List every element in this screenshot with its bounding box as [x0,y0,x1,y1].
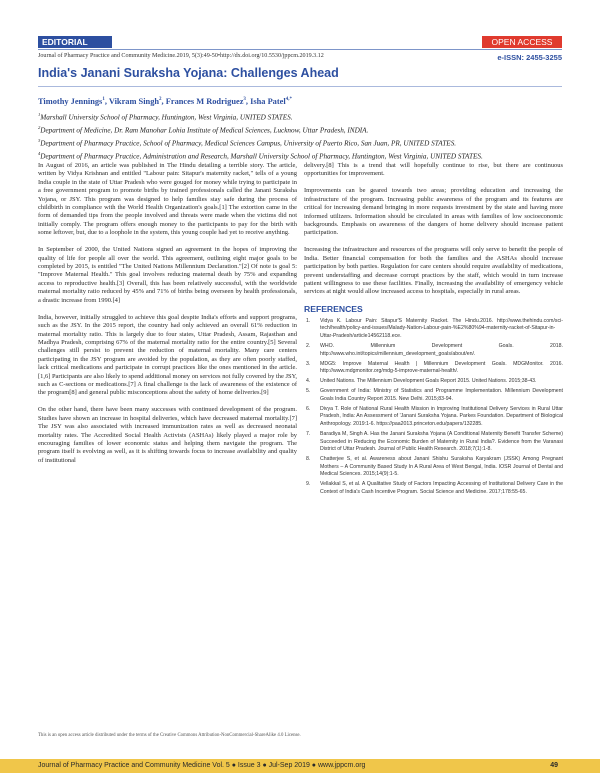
affiliation [38,110,562,123]
reference-item [304,388,563,403]
body-paragraph: In August of 2016, an article was published in The Hindu detailing a terrible story. The article, written by Vidya Krishnan and entitled "Labour pain: Sitapur's maternity racket," tells of a young India couple in the state of Uttar Pradesh who were gouged for money while trying to participate in a free government program to promote births by trained professionals called the Janani Suraksha Yojana, or JSY. This program was designed to help families stay safe during the process of childbirth in compliance with the World Health Organization's goals.[1] The extortion came in the form of demanded tips from the people involved and threats were made when the victims did not initially comply. The program offers enough money to the participants to pay for the birth with some leftover, but, due to a loophole in the system, this young couple had yet to receive anything. [38,162,297,237]
body-paragraph: On the other hand, there have been many successes with continued development of the program. Studies have shown an increase in hospital deliveries, which have decreased maternal mortality.[7] The JSY was also associated with increased immunization rates as well as decreased neonatal mortality rates. The Accredited Social Health Activists (ASHAs) likely played a major role by encouraging families of lower economic status and helping them navigate the program. The program itself is evolving as well, as it is shifting towards focus to increase availability and quality of institutional [38,406,297,464]
reference-text: Government of India: Ministry of Statistics and Programme Implementation. Millennium Development Goals India Country Report 2015. New Delhi. 2015;83-94. [320,388,563,402]
author-list: Timothy Jennings$^1$, Vikram Singh$^2$, Frances M Rodriguez$^3$, Isha Patel$^{4,*}$ [38,97,292,106]
affiliation-text: Department of Pharmacy Practice, Administration and Research, Marshall University School of Pharmacy, Huntington, West Virginia, UNITED STATES. [40,152,483,161]
body-paragraph: India, however, initially struggled to achieve this goal despite India's efforts and support programs, such as the JSY. In the 2015 report, the country had only achieved an overall 61% reduction in maternal mortality ratio. This is largely due to four states, Uttar Pradesh, Assam, Rajasthan and Madhya Pradesh, comprising 67% of the maternal mortality ratio for the entire country.[5] Several challenges still persist to prevent the reduction of maternal mortality. Many care centers participating in the JSY program are avoided by the population, as they are often poorly staffed, lack critical medications and participate in corrupt practices like the ones mentioned in the article.[1,6] Participants are also likely to spend additional money on services not fully covered by the JSY, such as C-sections or medications.[7] A final challenge is the lack of awareness of the existence of the program[8] and general public misconceptions about the safety of home deliveries.[9] [38,313,297,397]
affiliations [38,110,562,162]
right-column [304,162,563,499]
author-affil-marker: 4,* [285,97,292,103]
affiliation-number: 3 [38,138,41,144]
affiliation-number: 1 [38,112,41,117]
reference-item [304,343,563,358]
reference-item [304,481,563,496]
reference-number: 6. [306,405,311,412]
affiliation-text: Department of Pharmacy Practice, School of Pharmacy, Medical Sciences Campus, University of Puerto Rico, San Juan, PR, UNITED STATES. [40,139,457,148]
reference-number: 1. [306,317,311,324]
affiliation [38,136,562,149]
open-access-badge: OPEN ACCESS [482,36,562,48]
reference-item [304,406,563,429]
body-paragraph: Improvements can be geared towards two areas; providing education and increasing the infrastructure of the program. Increasing public awareness of the program and its features are critical for increasing demand bringing in more requests investment by the state and having more informed utilizers. Information should be circulated in areas with families of low socioeconomic backgrounds. Emphasis on awareness of the dangers of home delivery should increase patient participation. [304,187,563,237]
reference-item [304,378,563,386]
left-column [38,162,297,474]
author-name: Isha Patel [250,97,286,106]
author-affil-marker: 1 [102,97,105,103]
reference-list [304,318,563,497]
reference-text: Vidya K. Labour Pain: Sitapur'S Maternity Racket. The Hindu.2016. http://www.thehindu.com/sci-tech/health/policy-and-issues/Malady-Nation-Labour-pain-%E2%80%94-maternity-racket-of-Sitapur-in-Uttar-Pradesh/article14562118.ece. [320,317,563,340]
author-affil-marker: 2 [159,97,162,103]
reference-text: Vellakkal S, et al. A Qualitative Study of Factors Impacting Accessing of Institutional Delivery Care in the Context of India's Cash Incentive Program. Social Science and Medicine. 2017;178:55-65. [320,481,563,495]
editorial-tag: EDITORIAL [38,36,112,48]
reference-text: Divya T. Role of National Rural Health Mission in Improving Institutional Delivery Services in Rural Uttar Pradesh, India: An Assessment of 'Janani Suraksha Yojana. Parkes Foundation. Department of Biological Anthropology. 2019:1-6. https://paa2013.princeton.edu/papers/132285. [320,405,563,427]
reference-text: Chatterjee S, et al. Awareness about Janani Shishu Suraksha Karyakram (JSSK) Among Pregnant Mothers – A Community Based Study In A Rural Area of West Bengal, India. IOSR Journal of Dental and Medical Sciences. 2015;14(9):1-5. [320,456,563,478]
reference-text: MDG5: Improve Maternal Health | Millennium Development Goals. MDGMonitor. 2016. http://www.mdgmonitor.org/mdg-5-improve-maternal-health/. [320,360,563,375]
reference-item [304,318,563,341]
article-title: India's Janani Suraksha Yojana: Challenges Ahead [38,66,339,80]
title-rule [38,86,562,87]
reference-text: Baradiya M, Singh A. Has the Janani Suraksha Yojana (A Conditional Maternity Benefit Transfer Scheme) Succeeded in Reducing the Economic Burden of Maternity in Rural India?. Evidence from the Varanasi District of Uttar Pradesh. Journal of Public Health Research. 2018;7(1):1-8. [320,430,563,453]
reference-number: 2. [306,343,311,350]
author-name: Timothy Jennings [38,97,103,106]
header-rule [38,49,562,50]
body-paragraph: In September of 2000, the United Nations signed an agreement in the hopes of improving the quality of life for people all over the world. This agreement, outlining eight major goals to be completed by 2015, is entitled "The United Nations Millennium Declaration."[2] Of note is goal 5: "Improve Maternal Health." This goal involves reducing maternal death by 75% and expanding access to reproductive health.[3] Overall, this has been relatively successful, with the worldwide maternal mortality ratio reduced by 45% and 71% of births being overseen by health professionals, a drastic increase from 1990.[4] [38,246,297,304]
reference-number: 4. [306,378,311,385]
affiliation [38,123,562,136]
footer-journal-info: Journal of Pharmacy Practice and Community Medicine Vol. 5 ● Issue 3 ● Jul-Sep 2019 ● www.jppcm.org [38,762,366,769]
reference-number: 8. [306,456,311,463]
body-paragraph: delivery.[8] This is a trend that will hopefully continue to rise, but there are continuous opportunities for improvement. [304,162,563,178]
reference-text: United Nations. The Millennium Development Goals Report 2015. United Nations. 2015;38-43. [320,378,537,385]
reference-number: 9. [306,481,311,488]
affiliation [38,149,562,162]
reference-item [304,456,563,479]
affiliation-number: 4 [38,151,41,157]
affiliation-text: Department of Medicine, Dr. Ram Manohar Lohia Institute of Medical Sciences, Lucknow, Uttar Pradesh, INDIA. [40,126,369,135]
reference-text: WHO. Millennium Development Goals. 2018. http://www.who.int/topics/millennium_development_goals/about/en/. [320,343,563,357]
reference-item [304,431,563,454]
author-name: Vikram Singh [108,97,160,106]
affiliation-text: Marshall University School of Pharmacy, Huntington, West Virginia, UNITED STATES. [40,113,293,122]
journal-citation: Journal of Pharmacy Practice and Community Medicine.2019, 5(3):49-50•http://dx.doi.org/10.5530/jppcm.2019.3.12 [38,53,324,59]
reference-number: 7. [306,430,311,437]
reference-number: 5. [306,388,311,395]
author-name: Frances M Rodriguez [165,97,244,106]
references-heading: REFERENCES [304,304,363,315]
license-note: This is an open access article distributed under the terms of the Creative Commons Attribution-NonCommercial-ShareAlike 4.0 License. [38,733,301,738]
author-affil-marker: 3 [243,97,246,103]
reference-number: 3. [306,360,311,367]
affiliation-number: 2 [38,125,41,131]
issn-label: e-ISSN: 2455-3255 [497,53,562,62]
body-paragraph: Increasing the infrastructure and resources of the programs will only serve to benefit the people of India. Better financial compensation for both the families and the ASHAs should increase participation by both parties. Regulation for care centers should require availability of medications, prevent understaffing and decrease corrupt practices by the staff, which would in turn increase patient willingness to use these facilities. Finally, increasing the availability of emergency vehicle services at night would allow increased access to hospitals, especially in rural areas. [304,246,563,296]
reference-item [304,361,563,376]
page-number: 49 [550,762,558,769]
